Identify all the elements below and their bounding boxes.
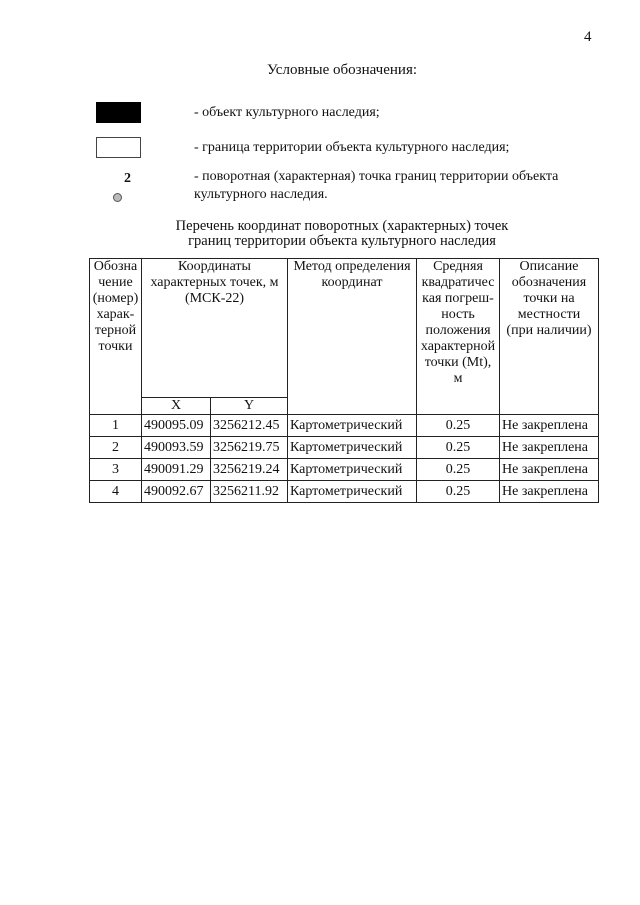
cell-point-number: 3 — [90, 459, 142, 481]
page-number: 4 — [584, 29, 592, 45]
coordinates-list-title — [0, 219, 640, 249]
header-line: Координаты — [178, 259, 251, 274]
coordinates-list-title-line2: границ территории объекта культурного наследия — [188, 233, 496, 249]
header-line: терной — [94, 323, 137, 338]
cultural-object-symbol — [96, 102, 141, 123]
header-y: Y — [211, 398, 288, 415]
header-line: Описание — [519, 259, 579, 274]
cell-point-number: 4 — [90, 481, 142, 503]
coordinates-table — [89, 258, 599, 503]
header-method — [288, 259, 417, 415]
legend-item-turning-point: - поворотная (характерная) точка границ территории объекта культурного наследия. — [194, 169, 559, 202]
cell-y: 3256211.92 — [211, 481, 288, 503]
header-mean-square-error — [417, 259, 500, 415]
header-line: Метод определения — [293, 259, 411, 274]
cell-point-number: 1 — [90, 415, 142, 437]
header-line: (при наличии) — [506, 323, 592, 338]
header-line: м — [453, 371, 463, 386]
legend-title: Условные обозначения: — [266, 62, 418, 78]
cell-x: 490091.29 — [142, 459, 211, 481]
header-line: квадратичес — [421, 275, 495, 290]
header-line: харак- — [96, 307, 135, 322]
header-coordinates — [142, 259, 288, 398]
cell-x: 490092.67 — [142, 481, 211, 503]
cell-mt: 0.25 — [417, 415, 500, 437]
cell-method: Картометрический — [288, 459, 417, 481]
coordinates-list-title-line1: Перечень координат поворотных (характерных) точек — [175, 218, 509, 234]
header-line: характерных точек, м — [150, 275, 279, 290]
point-marker-label: 2 — [124, 171, 131, 186]
table-row — [90, 437, 599, 459]
cell-method: Картометрический — [288, 437, 417, 459]
header-line: Обозна — [93, 259, 138, 274]
table-row — [90, 459, 599, 481]
table-row — [90, 415, 599, 437]
header-line: чение — [98, 275, 133, 290]
legend-item-territory-border: - граница территории объекта культурного наследия; — [194, 140, 510, 155]
header-line: точки на — [523, 291, 575, 306]
table-row — [90, 481, 599, 503]
header-line: местности — [517, 307, 581, 322]
header-line: характерной — [420, 339, 496, 354]
coordinates-table-body — [90, 415, 599, 503]
territory-border-symbol — [96, 137, 141, 158]
cell-mt: 0.25 — [417, 481, 500, 503]
cell-method: Картометрический — [288, 415, 417, 437]
header-line: положения — [425, 323, 491, 338]
header-line: точки — [98, 339, 133, 354]
cell-description: Не закреплена — [500, 481, 599, 503]
cell-description: Не закреплена — [500, 437, 599, 459]
cell-description: Не закреплена — [500, 415, 599, 437]
header-line: (номер) — [92, 291, 139, 306]
cell-x: 490093.59 — [142, 437, 211, 459]
cell-y: 3256219.75 — [211, 437, 288, 459]
legend-item-cultural-object: - объект культурного наследия; — [194, 105, 380, 120]
header-line: (МСК-22) — [184, 291, 245, 306]
cell-y: 3256212.45 — [211, 415, 288, 437]
header-description — [500, 259, 599, 415]
cell-y: 3256219.24 — [211, 459, 288, 481]
header-line: координат — [321, 275, 383, 290]
header-line: ность — [441, 307, 475, 322]
header-line: обозначения — [511, 275, 587, 290]
cell-x: 490095.09 — [142, 415, 211, 437]
header-point-designation — [90, 259, 142, 415]
cell-point-number: 2 — [90, 437, 142, 459]
cell-mt: 0.25 — [417, 437, 500, 459]
header-x: X — [142, 398, 211, 415]
header-line: Средняя — [433, 259, 483, 274]
header-line: точки (Mt), — [424, 355, 492, 370]
cell-description: Не закреплена — [500, 459, 599, 481]
cell-method: Картометрический — [288, 481, 417, 503]
header-line: кая погреш- — [422, 291, 494, 306]
cell-mt: 0.25 — [417, 459, 500, 481]
point-marker-icon — [113, 193, 122, 202]
